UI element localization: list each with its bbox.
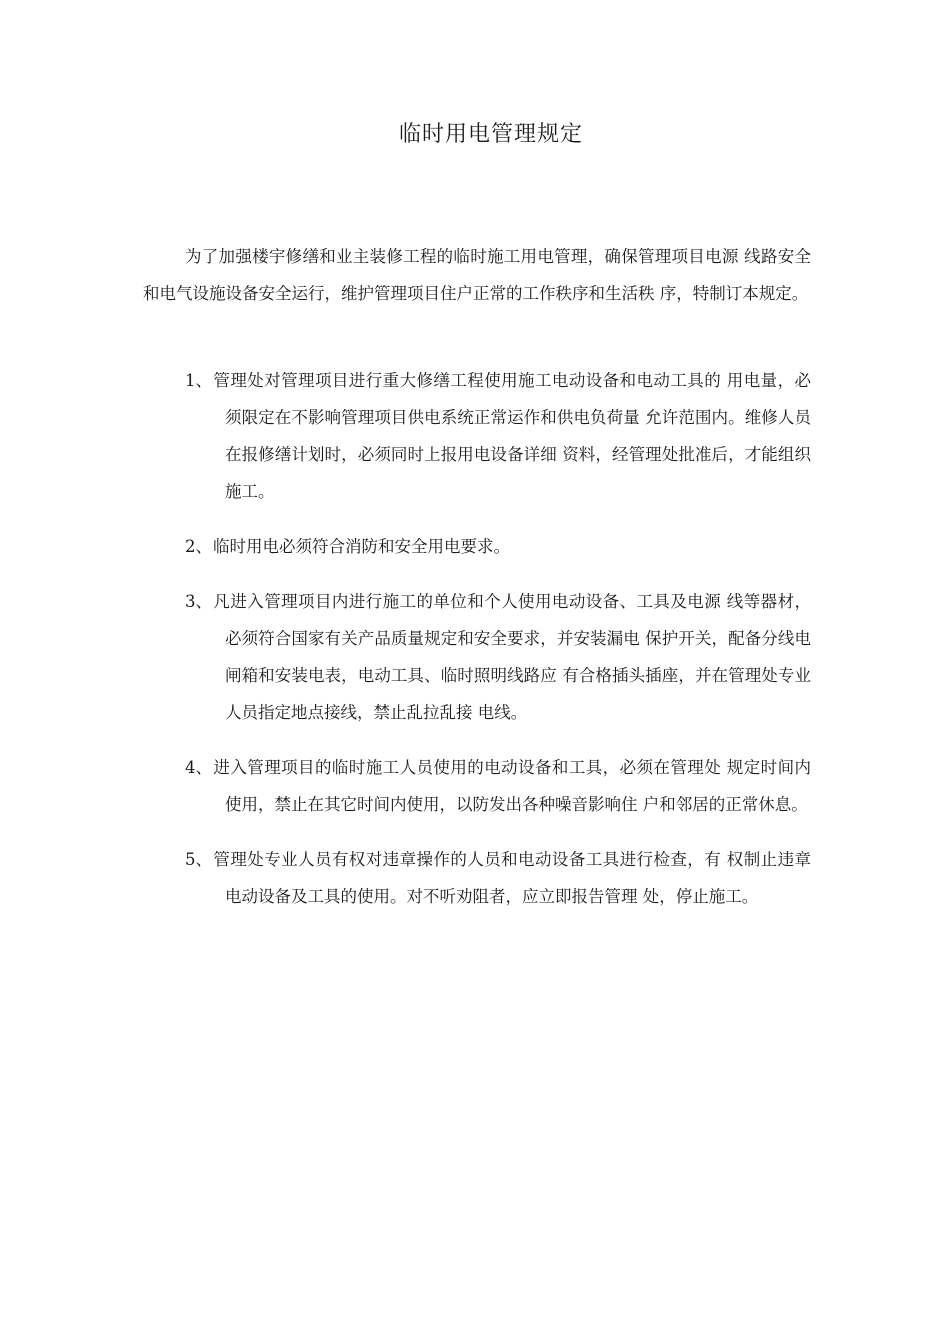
rule-number: 2、 (185, 537, 212, 556)
rule-item-5 (185, 841, 811, 915)
rule-number: 3、 (185, 592, 212, 611)
rule-item-2 (185, 528, 811, 565)
rule-text: 管理处专业人员有权对违章操作的人员和电动设备工具进行检查，有 权制止违章电动设备及工具的使用。对不听劝阻者，应立即报告管理 处，停止施工。 (213, 850, 811, 906)
rule-text: 管理处对管理项目进行重大修缮工程使用施工电动设备和电动工具的 用电量，必须限定在不影响管理项目供电系统正常运作和供电负荷量 允许范围内。维修人员在报修缮计划时，必须同时上报用电设备详细 资料，经管理处批准后，才能组织施工。 (213, 371, 811, 501)
rule-text: 临时用电必须符合消防和安全用电要求。 (213, 537, 510, 556)
document-title: 临时用电管理规定 (398, 122, 583, 147)
rule-text: 凡进入管理项目内进行施工的单位和个人使用电动设备、工具及电源 线等器材，必须符合国家有关产品质量规定和安全要求，并安装漏电 保护开关，配备分线电闸箱和安装电表，电动工具、临时照明线路应 有合格插头插座，并在管理处专业人员指定地点接线，禁止乱拉乱接 电线。 (213, 592, 811, 722)
intro-paragraph: 为了加强楼宇修缮和业主装修工程的临时施工用电管理，确保管理项目电源 线路安全和电气设施设备安全运行，维护管理项目住户正常的工作秩序和生活秩 序，特制订本规定。 (143, 247, 811, 303)
rule-number: 4、 (185, 758, 212, 777)
rule-number: 1、 (185, 371, 212, 390)
rule-text: 进入管理项目的临时施工人员使用的电动设备和工具，必须在管理处 规定时间内使用，禁止在其它时间内使用，以防发出各种噪音影响住 户和邻居的正常休息。 (213, 758, 811, 814)
rule-item-4 (185, 749, 811, 823)
rule-item-1 (185, 362, 811, 510)
rules-list (185, 362, 811, 933)
rule-number: 5、 (185, 850, 212, 869)
rule-item-3 (185, 583, 811, 731)
